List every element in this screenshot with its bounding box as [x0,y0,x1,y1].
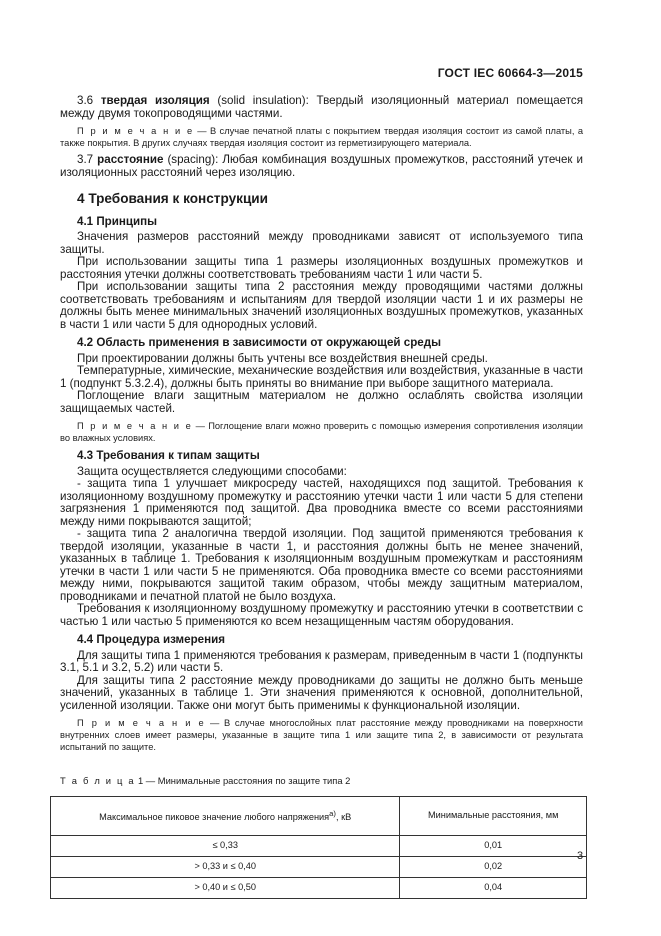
paragraph: Поглощение влаги защитным материалом не должно ослаблять свойства изоляции защищаемых частей. [60,389,583,415]
note-text: — Поглощение влаги можно проверить с помощью измерения сопротивления изоляции во влажных условиях. [60,421,583,443]
cell-distance: 0,04 [400,877,587,898]
paragraph: - защита типа 2 аналогична твердой изоляции. Под защитой применяются требования к твердой изоляции, указанные в части 1, и расстояния должны быть не менее значений, указанных в таблице 1. Требования к изоляционным воздушным промежуткам и расстояниям утечки в части 1 или части 5 не применяются. Оба проводника вместе со всеми расстояниями между ними, покрываются защитой таким образом, чтобы между защитным материалом, проводниками и печатной платой не было воздуха. [60,527,583,603]
cell-distance: 0,02 [400,856,587,877]
page-number: 3 [577,850,584,862]
paragraph: При использовании защиты типа 2 расстояния между проводящими частями должны соответствовать требованиям и испытаниям для твердой изоляции части 1 и их размеры не должны быть менее минимальных значений изоляционных воздушных промежутков, указанных в части 1 или части 5 для однородных условий. [60,280,583,331]
paragraph: Требования к изоляционному воздушному промежутку и расстоянию утечки в соответствии с частью 1 или частью 5 применяются ко всем незащищенным частям оборудования. [60,602,583,628]
table-label: Т а б л и ц а [60,775,136,786]
standard-header: ГОСТ IEC 60664-3—2015 [437,66,583,80]
note-text: — В случае печатной платы с покрытием твердая изоляция состоит из самой платы, а также покрытия. В других случаях твердая изоляция состоит из герметизирующего материала. [60,126,584,148]
term-definition: (solid insulation): Твердый изоляционный материал помещается между двумя токопроводящими частями. [60,94,584,120]
note-4-2 [60,420,583,444]
section-4-heading: 4 Требования к конструкции [77,191,269,206]
section-4-2-heading: 4.2 Область применения в зависимости от окружающей среды [77,336,442,349]
note-label: П р и м е ч а н и е [77,718,206,728]
term-name: твердая изоляция [100,94,210,107]
table-number: 1 [137,775,144,786]
note-label: П р и м е ч а н и е [77,421,193,431]
paragraph: Защита осуществляется следующими способами: [77,464,347,478]
column-header-voltage [51,796,400,835]
table-caption [60,775,583,788]
section-4-4-heading: 4.4 Процедура измерения [77,633,226,646]
paragraph: При использовании защиты типа 1 размеры изоляционных воздушных промежутков и расстояния утечки должны соответствовать требованиям части 1 или части 5. [60,255,583,281]
page-content [60,95,583,899]
term-definition: (spacing): Любая комбинация воздушных промежутков, расстояний утечек и изоляционных расстояний через изоляцию. [60,153,583,179]
paragraph: - защита типа 1 улучшает микросреду частей, находящихся под защитой. Требования к изоляционному воздушному промежутку и расстоянию утечки части 1 или части 5 для степени загрязнения 1 применяются под защитой. Два проводника вместе со всеми расстояниями между ними покрываются защитой; [60,477,583,528]
section-4-1-heading: 4.1 Принципы [77,214,158,228]
term-number: 3.7 [77,153,94,166]
section-4-3-heading: 4.3 Требования к типам защиты [77,449,260,462]
table-row [51,877,587,898]
paragraph: При проектировании должны быть учтены все воздействия внешней среды. [77,351,488,365]
cell-distance: 0,01 [400,835,587,856]
note-3-6 [60,125,583,149]
table-row [51,835,587,856]
table-header-row [51,796,587,835]
paragraph: Значения размеров расстояний между проводниками зависят от используемого типа защиты. [60,230,583,256]
term-name: расстояние [97,153,164,166]
minimum-distances-table [50,796,587,899]
paragraph: Для защиты типа 1 применяются требования к размерам, приведенным в части 1 (подпункты 3.1, 5.1 и 3.2, 5.2) или части 5. [60,648,583,674]
table-title: — Минимальные расстояния по защите типа 2 [143,775,351,786]
cell-voltage: > 0,40 и ≤ 0,50 [51,877,400,898]
term-number: 3.6 [77,94,94,107]
column-header-text: Максимальное пиковое значение любого напряжения [99,811,330,822]
note-text: — В случае многослойных плат расстояние между проводниками на поверхности внутренних слоев имеет размеры, указанные в защите типа 1 или защите типа 2, в зависимости от результата испытаний по защите. [60,718,583,752]
footnote-marker: a) [329,808,336,818]
paragraph: Для защиты типа 2 расстояние между проводниками до защиты не должно быть меньше значений, указанных в таблице 1. Эти значения применяются к основной, дополнительной, усиленной изоляции. Также они могут быть применимы к функциональной изоляции. [60,673,583,712]
table-row [51,856,587,877]
cell-voltage: ≤ 0,33 [51,835,400,856]
paragraph: Температурные, химические, механические воздействия или воздействия, указанные в части 1 (подпункт 5.3.2.4), должны быть приняты во внимание при выборе защитного материала. [60,364,583,390]
column-header-distance: Минимальные расстояния, мм [400,796,587,835]
term-3-6 [60,95,583,120]
column-header-unit: , кВ [335,811,352,822]
term-3-7 [60,154,583,179]
note-4-4 [60,717,583,753]
note-label: П р и м е ч а н и е [77,126,194,136]
cell-voltage: > 0,33 и ≤ 0,40 [51,856,400,877]
